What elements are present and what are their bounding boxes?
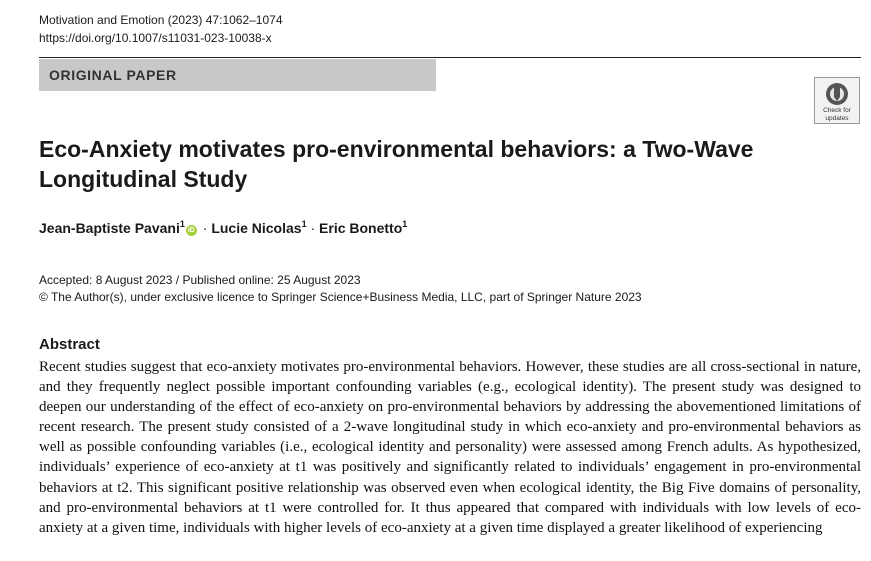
author-affiliation: 1: [301, 219, 307, 229]
author-separator: ·: [310, 220, 316, 236]
publication-dates: Accepted: 8 August 2023 / Published online: 25 August 2023: [39, 273, 361, 287]
author-name[interactable]: Jean-Baptiste Pavani: [39, 220, 180, 236]
orcid-icon[interactable]: iD: [187, 227, 195, 234]
author-separator: ·: [202, 220, 208, 236]
title-line-1: Eco-Anxiety motivates pro-environmental behaviors: a Two-Wave: [39, 136, 754, 162]
abstract-text: Recent studies suggest that eco-anxiety motivates pro-environmental behaviors. However, these studies are all cross-sectional in nature, and they frequently neglect possible important confounding variables (e.g., ecological identity). The present study was designed to deepen our understanding of the effect of eco-anxiety on pro-environmental behaviors by addressing the abovementioned limitations of recent research. The present study consisted of a 2-wave longitudinal study in which eco-anxiety and pro-environmental behaviors as well as possible confounding variables (i.e., ecological identity and personality) were assessed among French adults. As hypothesized, individuals’ experience of eco-anxiety at t1 was positively and significantly related to individuals’ engagement in pro-environmental behaviors at t2. This significant positive relationship was observed even when ecological identity, the Big Five domains of personality, and pro-environmental behaviors at t1 were controlled for. It thus appeared that compared with individuals with low levels of eco-anxiety at a given time, individuals with higher levels of eco-anxiety at a given time displayed a greater likelihood of experiencing: [39, 359, 861, 536]
abstract-heading: Abstract: [39, 336, 100, 353]
article-title: [39, 134, 799, 194]
header-rule: [39, 57, 861, 58]
author-list: [39, 219, 407, 236]
article-type-banner: [39, 59, 436, 91]
badge-text-2: updates: [825, 115, 849, 122]
badge-text-1: Check for: [823, 107, 851, 114]
author-name[interactable]: Lucie Nicolas: [211, 220, 302, 236]
author-affiliation: 1: [179, 219, 185, 229]
doi-link[interactable]: https://doi.org/10.1007/s11031-023-10038-x: [39, 31, 272, 45]
author-affiliation: 1: [402, 219, 408, 229]
author-name[interactable]: Eric Bonetto: [319, 220, 403, 236]
journal-citation: Motivation and Emotion (2023) 47:1062–1074: [39, 13, 283, 27]
crossmark-icon: [825, 82, 849, 106]
copyright-notice: © The Author(s), under exclusive licence to Springer Science+Business Media, LLC, part of Springer Nature 2023: [39, 290, 642, 304]
title-line-2: Longitudinal Study: [39, 166, 248, 192]
check-for-updates-badge[interactable]: [814, 77, 860, 124]
article-type-label: ORIGINAL PAPER: [49, 67, 177, 83]
